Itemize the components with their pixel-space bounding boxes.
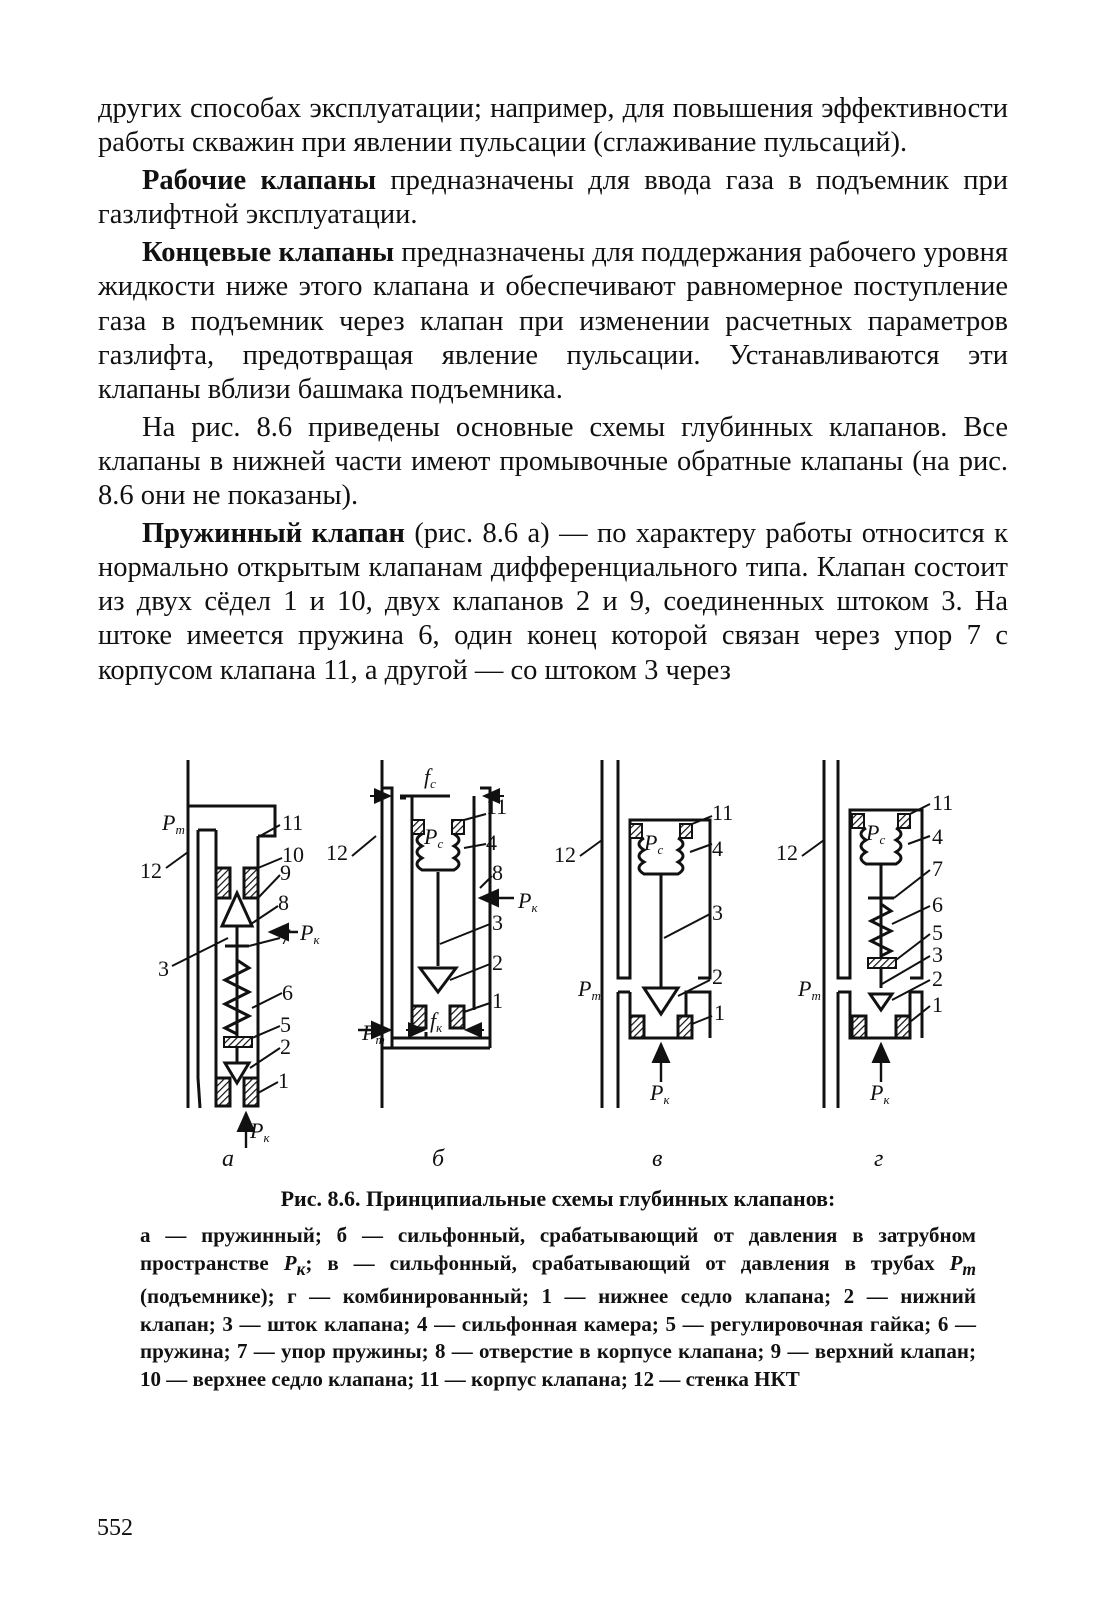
num-v-12: 12 [554,842,576,867]
num-g-6: 6 [932,892,943,917]
num-b-4: 4 [486,830,497,855]
paragraph-2-text: предназначены для ввода газа в подъемник при газлифтной эксплуатации. [98,165,1008,231]
paragraph-2 [98,164,1008,232]
num-b-1: 1 [492,988,503,1013]
label-fk: fк [430,1008,443,1035]
panel-g [802,760,930,1108]
num-a-3: 3 [158,956,169,981]
label-pt-a: Pт [162,810,185,837]
num-v-3: 3 [712,900,723,925]
page-number: 552 [97,1515,133,1541]
num-a-6: 6 [282,980,293,1005]
num-g-2: 2 [932,966,943,991]
valve-diagram [130,748,990,1178]
paragraph-5-text: (рис. 8.6 а) — по характеру работы относится к нормально открытым клапанам дифференциального типа. Клапан состоит из двух сёдел 1 и 10, двух клапанов 2 и 9, соединенных штоком 3. На штоке имеется пружина 6, один конец которой связан через упор 7 с корпусом клапана 11, а другой — со штоком 3 через [98,518,1008,686]
label-pt-b: Pт [362,1020,385,1047]
num-v-1: 1 [714,1000,725,1025]
paragraph-3 [98,236,1008,406]
label-pk-b: Pк [518,888,538,915]
num-a-10: 10 [282,842,304,867]
label-pc-g: Pс [866,820,886,847]
panel-label-b: б [432,1146,445,1172]
num-g-4: 4 [932,824,943,849]
num-b-11: 11 [486,794,508,819]
caption-part-1: а — пружинный; б — сильфонный, срабатывающий от давления в затрубном пространстве [140,1223,976,1275]
num-a-1: 1 [278,1068,289,1093]
body-text [98,92,1008,692]
num-g-3: 3 [932,942,943,967]
label-pt-g: Pт [798,976,821,1003]
num-b-8: 8 [492,860,503,885]
panel-label-a: а [222,1146,234,1172]
panel-label-g: г [874,1146,884,1172]
figure-caption-title: Рис. 8.6. Принципиальные схемы глубинных клапанов: [280,1186,836,1211]
label-fc: fс [424,764,436,791]
num-a-7: 7 [280,924,291,949]
label-pc-b: Pс [424,824,444,851]
caption-part-2: ; в — сильфонный, срабатывающий от давления в трубах [305,1250,950,1275]
num-b-2: 2 [492,950,503,975]
label-pk-v: Pк [650,1080,670,1107]
paragraph-5 [98,517,1008,687]
num-a-2: 2 [280,1034,291,1059]
num-a-5: 5 [280,1012,291,1037]
label-pk-g: Pк [870,1080,890,1107]
num-g-12: 12 [776,840,798,865]
num-g-11: 11 [932,790,954,815]
label-pk-a: Pк [300,920,320,947]
num-a-8: 8 [278,890,289,915]
panel-label-v: в [652,1146,663,1172]
label-pt-v: Pт [578,976,601,1003]
num-v-11: 11 [712,800,734,825]
num-a-12: 12 [140,858,162,883]
num-v-4: 4 [712,836,723,861]
term-working-valves: Рабочие клапаны [142,165,377,197]
caption-part-3: (подъемнике); г — комбинированный; 1 — нижнее седло клапана; 2 — нижний клапан; 3 — шток клапана; 4 — сильфонная камера; 5 — регулировочная гайка; 6 — пружина; 7 — упор пружины; 8 — отверстие в корпусе клапана; 9 — верхний клапан; 10 — верхнее седло клапана; 11 — корпус клапана; 12 — стенка НКТ [140,1284,976,1391]
term-spring-valve: Пружинный клапан [142,518,405,550]
paragraph-3-text: предназначены для поддержания рабочего уровня жидкости ниже этого клапана и обеспечивают равномерное поступление газа в подъемник через клапан при изменении расчетных параметров газлифта, предотвращая явление пульсации. Устанавливаются эти клапаны вблизи башмака подъемника. [98,237,1008,405]
num-a-11: 11 [282,810,304,835]
num-a-9: 9 [280,860,291,885]
figure-valve-schemes [130,748,990,1178]
figure-caption-body [140,1222,976,1393]
paragraph-1: других способах эксплуатации; например, для повышения эффективности работы скважин при явлении пульсации (сглаживание пульсаций). [98,93,1008,159]
num-g-7: 7 [932,856,943,881]
num-v-2: 2 [712,964,723,989]
num-b-3: 3 [492,910,503,935]
caption-pt-symbol: $P_т$ [949,1250,977,1279]
label-pk-a-bottom: Pк [250,1118,270,1145]
num-b-12: 12 [326,840,348,865]
label-pc-v: Pс [644,830,664,857]
term-end-valves: Концевые клапаны [142,237,395,269]
num-g-5: 5 [932,920,943,945]
panel-v [580,760,712,1108]
paragraph-4: На рис. 8.6 приведены основные схемы глубинных клапанов. Все клапаны в нижней части имеют промывочные обратные клапаны (на рис. 8.6 они не показаны). [98,411,1008,512]
num-g-1: 1 [932,992,943,1017]
caption-pk-symbol: $P_к$ [283,1250,306,1279]
